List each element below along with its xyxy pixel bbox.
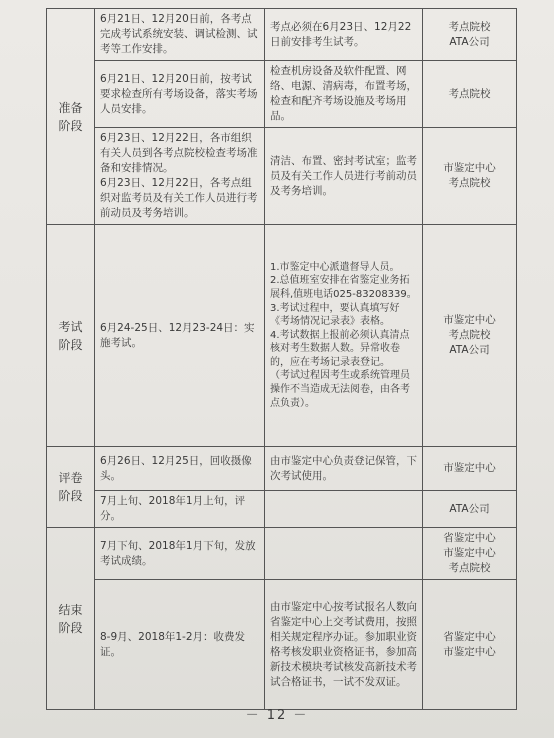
time-cell: 6月26日、12月25日，回收摄像头。 <box>95 447 265 491</box>
content-cell: 由市鉴定中心负责登记保管，下次考试使用。 <box>265 447 423 491</box>
content-cell: 清洁、布置、密封考试室；监考员及有关工作人员进行考前动员及考务培训。 <box>265 128 423 225</box>
phase-exam <box>47 225 95 447</box>
table-row <box>47 9 517 61</box>
owner-cell: 考点院校 <box>423 61 517 128</box>
owner-cell: 考点院校 ATA公司 <box>423 9 517 61</box>
content-cell: 检查机房设备及软件配置、网络、电源、清病毒，布置考场，检查和配齐考场设施及考场用品。 <box>265 61 423 128</box>
time-cell: 6月21日、12月20日前，按考试要求检查所有考场设备，落实考场人员安排。 <box>95 61 265 128</box>
phase-preparation <box>47 9 95 225</box>
time-cell: 6月23日、12月22日，各市组织有关人员到各考点院校检查考场准备和安排情况。 6月23日、12月22日，各考点组织对监考员及有关工作人员进行考前动员及考务培训。 <box>95 128 265 225</box>
owner-cell: 市鉴定中心 考点院校 <box>423 128 517 225</box>
table-row <box>47 528 517 580</box>
table-row <box>47 128 517 225</box>
time-cell: 7月下旬、2018年1月下旬，发放考试成绩。 <box>95 528 265 580</box>
table-row <box>47 225 517 447</box>
owner-cell: 市鉴定中心 考点院校 ATA公司 <box>423 225 517 447</box>
exam-schedule-table <box>46 8 517 710</box>
owner-cell: ATA公司 <box>423 491 517 528</box>
phase-label: 考试 阶段 <box>58 319 83 352</box>
table-row <box>47 580 517 710</box>
table-row <box>47 61 517 128</box>
owner-cell: 省鉴定中心 市鉴定中心 考点院校 <box>423 528 517 580</box>
content-cell <box>265 528 423 580</box>
table-row <box>47 491 517 528</box>
content-cell <box>265 491 423 528</box>
time-cell: 8-9月、2018年1-2月：收费发证。 <box>95 580 265 710</box>
content-cell: 1.市鉴定中心派遣督导人员。 2.总值班室安排在省鉴定业务拓展科,值班电话025-83208339。 3.考试过程中，要认真填写好《考场情况记录表》表格。 4.考试数据上报前必须认真清点核对考生数据人数。异常收卷的，应在考场记录表登记。 （考试过程因考生或系统管理员操作不当造成无法阅卷，由各考点负责）。 <box>265 225 423 447</box>
table-row <box>47 447 517 491</box>
phase-label: 准备 阶段 <box>58 100 83 133</box>
page-number: － 12 － <box>245 708 309 723</box>
time-cell: 7月上旬、2018年1月上旬，评分。 <box>95 491 265 528</box>
owner-cell: 省鉴定中心 市鉴定中心 <box>423 580 517 710</box>
phase-label: 结束 阶段 <box>58 602 83 635</box>
time-cell: 6月24-25日、12月23-24日：实施考试。 <box>95 225 265 447</box>
content-cell: 考点必须在6月23日、12月22日前安排考生试考。 <box>265 9 423 61</box>
time-cell: 6月21日、12月20日前，各考点完成考试系统安装、调试检测、试考等工作安排。 <box>95 9 265 61</box>
phase-label: 评卷 阶段 <box>58 471 83 503</box>
content-cell: 由市鉴定中心按考试报名人数向省鉴定中心上交考试费用，按照相关规定程序办证。参加职业资格考核发职业资格证书，参加高新技术模块考试核发高新技术考试合格证书，一试不发双证。 <box>265 580 423 710</box>
phase-closing <box>47 528 95 710</box>
phase-grading <box>47 447 95 528</box>
owner-cell: 市鉴定中心 <box>423 447 517 491</box>
